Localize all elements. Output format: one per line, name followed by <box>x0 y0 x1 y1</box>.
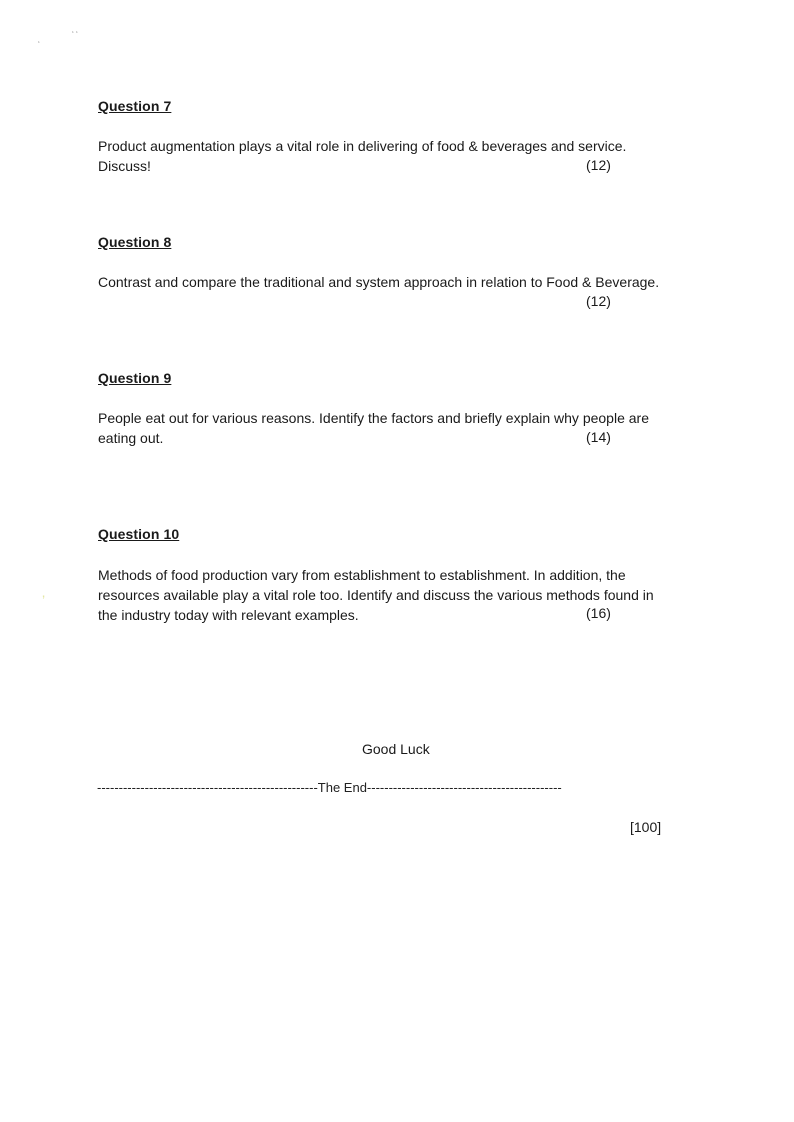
question-10-text-line-1: Methods of food production vary from establishment to establishment. In addition, the <box>98 567 626 583</box>
question-8-heading: Question 8 <box>98 234 172 250</box>
question-10-text-line-3: the industry today with relevant examples. <box>98 607 359 623</box>
question-7-heading: Question 7 <box>98 98 172 114</box>
question-9-text-line-1: People eat out for various reasons. Identify the factors and briefly explain why people are <box>98 410 649 426</box>
scan-mark: ‘ <box>38 40 40 49</box>
question-7-marks: (12) <box>586 157 611 173</box>
question-8-marks: (12) <box>586 293 611 309</box>
the-end-line: ---------------------------------------------------The End--------------------------------------------- <box>97 780 562 795</box>
good-luck-text: Good Luck <box>362 741 430 757</box>
question-9-marks: (14) <box>586 429 611 445</box>
total-marks: [100] <box>630 819 662 835</box>
question-7-text-line-1: Product augmentation plays a vital role in delivering of food & beverages and service. <box>98 138 627 154</box>
question-9-heading: Question 9 <box>98 370 172 386</box>
scan-mark: ‘ ‘ <box>72 30 78 39</box>
question-8-text-line-1: Contrast and compare the traditional and system approach in relation to Food & Beverage. <box>98 274 660 290</box>
scan-mark: ’ <box>42 592 46 608</box>
question-10-text-line-2: resources available play a vital role too. Identify and discuss the various methods found in <box>98 587 654 603</box>
question-7-text-line-2: Discuss! <box>98 158 151 174</box>
question-10-heading: Question 10 <box>98 526 180 542</box>
question-9-text-line-2: eating out. <box>98 430 164 446</box>
question-10-marks: (16) <box>586 605 611 621</box>
